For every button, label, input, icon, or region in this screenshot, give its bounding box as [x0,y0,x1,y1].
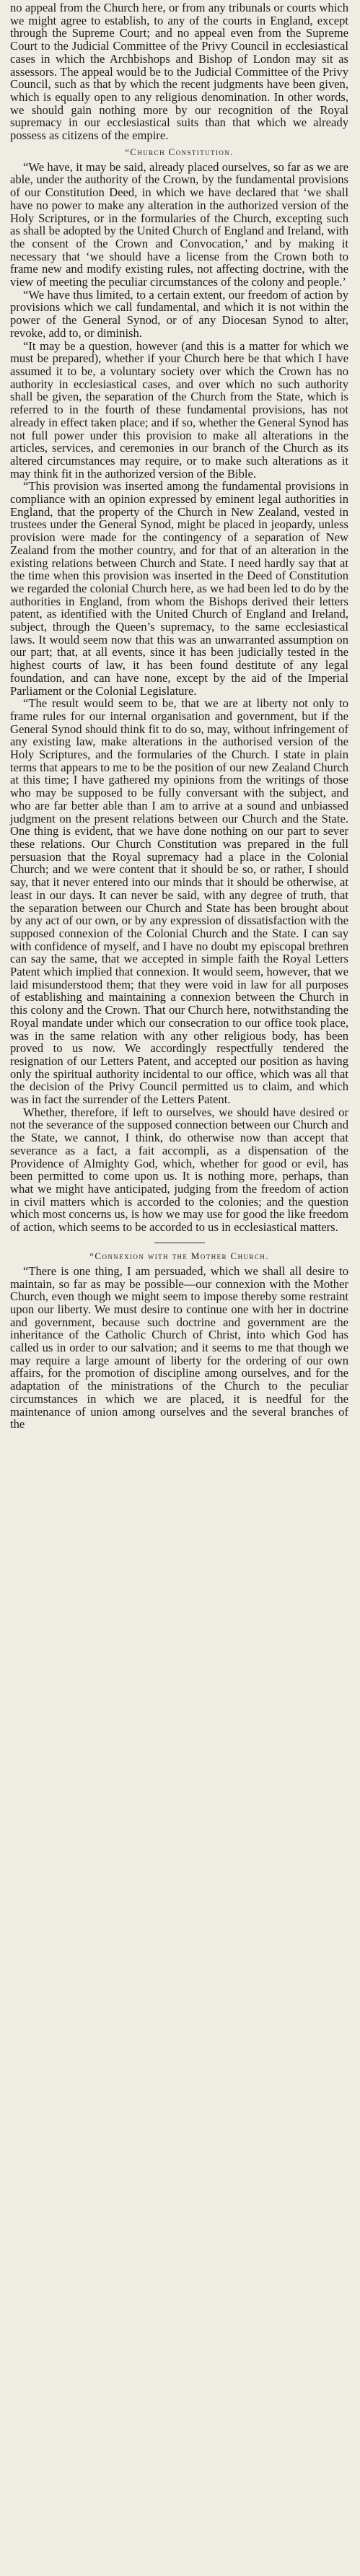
paragraph-question: “It may be a question, however (and this is a matter for which we must be prepared), whether if your Church here be that which I have assumed it to be, a voluntary society over which the Crown has no authority in ecclesiastical cases, and over which no such authority shall be given, the separation of the Church from the State, which is referred to in the fourth of these fundamental provisions, has not already in effect taken place; and if so, whether the General Synod has not full power under this provision to make all alterations in the articles, services, and ceremonies in our branch of the Church as its altered circumstances may require, or to make such alterations as it may think fit in the authorized version of the Bible. [10,338,348,481]
paragraph-result: “The result would seem to be, that we are at liberty not only to frame rules for our internal organisation and government, but if the General Synod should think fit to do so, may, without infringement of any existing law, make alterations in the authorised version of the Holy Scriptures, and the formularies of the Church. I state in plain terms that appears to me to be the position of our new Zealand Church at this time; I have gathered my opinions from the writings of those who may be supposed to be fully conversant with the subject, and who are far better able than I am to arrive at a sound and unbiassed judgment on the present relations between our Church and the State. One thing is evident, that we have done nothing on our part to sever these relations. Our Church Constitution was prepared in the full persuasion that the Royal supremacy had a place in the Colonial Church; and we were content that it should be so, or rather, I should say, that it never entered into our minds that it should be otherwise, at least in our days. It can never be said, with any degree of truth, that the separation between our Church and State has been brought about by any act of our own, or by any expression of dissatisfaction with the supposed connexion of the Colonial Church and the State. I can say with confidence of myself, and I have no doubt my episcopal brethren can say the same, that we accepted in simple faith the Royal Letters Patent which implied that connexion. It would seem, however, that we laid misunderstood them; that they were void in law for all purposes of establishing and maintaining a connexion between the Church in this colony and the Crown. That our Church here, notwithstanding the Royal mandate under which our consecration to our office took place, was in the same relation with any other religious body, has been proved to us now. We accordingly respectfully tendered the resignation of our Letters Patent, and accepted our position as having only the spiritual authority incidental to our office, which was all that the decision of the Privy Council permitted us to claim, and which was in fact the surrender of the Letters Patent. [10,696,348,1107]
heading-connexion-mother-church [10,1250,348,1262]
paragraph-crown-authority: “We have, it may be said, already placed ourselves, so far as we are able, under the authority of the Crown, by the fundamental provisions of our Constitution Deed, in which we have declared that ‘we shall have no power to make any alteration in the authorized version of the Holy Scriptures, or in the formularies of the Church, excepting such as shall be adopted by the United Church of England and Ireland, with the consent of the Crown and Convocation,’ and by making it necessary that ‘we should have a license from the Crown both to frame new and modify existing rules, not affecting doctrine, with the view of meeting the peculiar circumstances of the colony and people.’ [10,159,348,289]
paragraph-provision: “This provision was inserted among the fundamental provisions in compliance with an opinion expressed by eminent legal authorities in England, that the property of the Church in New Zealand, vested in trustees under the General Synod, might be placed in jeopardy, unless provision were made for the contingency of a separation of New Zealand from the mother country, and for that of an alteration in the existing relations between Church and State. I need hardly say that at the time when this provision was inserted in the Deed of Constitution we regarded the colonial Church here, as we had been led to do by the authorities in England, from whom the Bishops derived their letters patent, as identified with the United Church of England and Ireland, subject, through the Queen’s supremacy, to the same ecclesiastical laws. It would seem now that this was an unwarranted assumption on our part; that, at all events, since it has been judicially tested in the highest courts of law, it has been found destitute of any legal foundation, and can have none, except by the aid of the Imperial Parliament or the Colonial Legislature. [10,479,348,698]
paragraph-appeal: no appeal from the Church here, or from any tribunals or courts which we might agree to establish, to any of the courts in England, except through the Supreme Court; and no appeal even from the Supreme Court to the Judicial Committee of the Privy Council in ecclesiastical cases in which the Archbishops and Bishop of London may sit as assessors. The appeal would be to the Judicial Committee of the Privy Council, such as that by which the recent judgments have been given, which is equally open to any religious denomination. In other words, we should gain nothing more by our recognition of the Royal supremacy in our ecclesiastical suits than that which we already possess as citizens of the empire. [10,1,348,143]
paragraph-mother-church: “There is one thing, I am persuaded, which we shall all desire to maintain, so far as may be possible—our connexion with the Mother Church, even though we might seem to impose thereby some restraint upon our liberty. We must desire to continue one with her in doctrine and government, because such doctrine and government are the inheritance of the Catholic Church of Christ, into which God has called us in order to our salvation; and it seems to me that though we may require a large amount of liberty for the ordering of our own affairs, for the promotion of discipline among ourselves, and for the adaptation of the ministrations of the Church to the peculiar circumstances in which we are placed, it is needful for the maintenance of union among ourselves and the several branches of the [10,1263,348,1432]
heading-church-constitution-text: “Church Constitution. [125,146,234,157]
heading-church-constitution [10,146,348,158]
heading-connexion-text: “Connexion with the Mother Church. [89,1250,269,1261]
paragraph-severance: Whether, therefore, if left to ourselves, we should have desired or not the severance of the supposed connection between our Church and the State, we cannot, I think, do otherwise now than accept that severance as a fact, a fait accompli, as a dispensation of the Providence of Almighty God, which, whether for good or evil, has been permitted to come upon us. It is nothing more, perhaps, than what we might have anticipated, judging from the freedom of action in civil matters which is accorded to the colonies; and the question which most concerns us, is how we may use for good the like freedom of action, which seems to be accorded to us in ecclesiastical matters. [10,1105,348,1235]
paragraph-limited-freedom: “We have thus limited, to a certain extent, our freedom of action by provisions which we call fundamental, and which it is not within the power of the General Synod, or of any Diocesan Synod to alter, revoke, add to, or diminish. [10,287,348,340]
